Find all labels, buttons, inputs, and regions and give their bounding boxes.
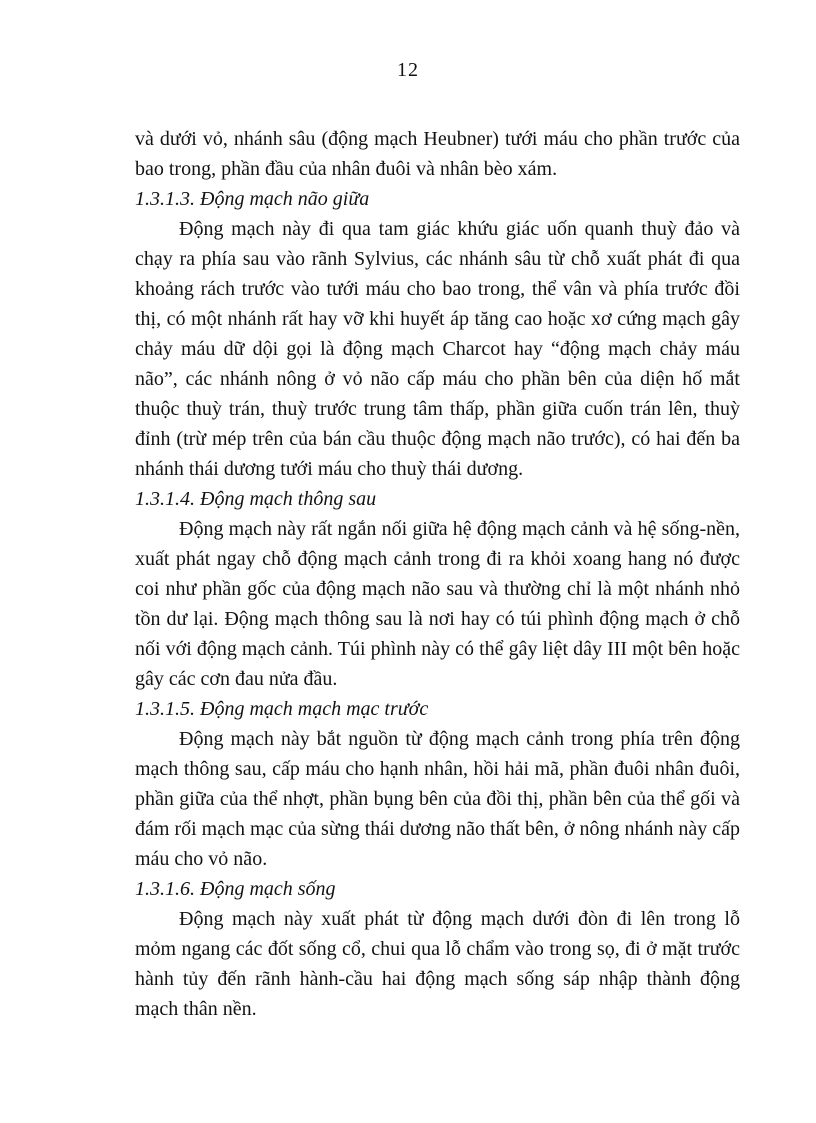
section-heading: 1.3.1.4. Động mạch thông sau xyxy=(135,488,377,510)
page-body xyxy=(135,124,740,1024)
section-heading: 1.3.1.6. Động mạch sống xyxy=(135,878,336,900)
body-paragraph: Động mạch này xuất phát từ động mạch dưới đòn đi lên trong lỗ mỏm ngang các đốt sống cổ, chui qua lỗ chẩm vào trong sọ, đi ở mặt trước hành tủy đến rãnh hành-cầu hai động mạch sống sáp nhập thành động mạch thân nền. xyxy=(135,908,740,1020)
section-heading: 1.3.1.5. Động mạch mạch mạc trước xyxy=(135,698,429,720)
page-number: 12 xyxy=(397,59,419,81)
section-heading: 1.3.1.3. Động mạch não giữa xyxy=(135,188,370,210)
body-paragraph: Động mạch này bắt nguồn từ động mạch cảnh trong phía trên động mạch thông sau, cấp máu cho hạnh nhân, hồi hải mã, phần đuôi nhân đuôi, phần giữa của thể nhợt, phần bụng bên của đồi thị, phần bên của thể gối và đám rối mạch mạc của sừng thái dương não thất bên, ở nông nhánh này cấp máu cho vỏ não. xyxy=(135,728,740,870)
body-paragraph: và dưới vỏ, nhánh sâu (động mạch Heubner) tưới máu cho phần trước của bao trong, phần đầu của nhân đuôi và nhân bèo xám. xyxy=(135,128,740,180)
body-paragraph: Động mạch này đi qua tam giác khứu giác uốn quanh thuỳ đảo và chạy ra phía sau vào rãnh Sylvius, các nhánh sâu từ chỗ xuất phát đi qua khoảng rách trước vào tưới máu cho bao trong, thể vân và phía trước đồi thị, có một nhánh rất hay vỡ khi huyết áp tăng cao hoặc xơ cứng mạch gây chảy máu dữ dội gọi là động mạch Charcot hay “động mạch chảy máu não”, các nhánh nông ở vỏ não cấp máu cho phần bên của diện hố mắt thuộc thuỳ trán, thuỳ trước trung tâm thấp, phần giữa cuốn trán lên, thuỳ đỉnh (trừ mép trên của bán cầu thuộc động mạch não trước), có hai đến ba nhánh thái dương tưới máu cho thuỳ thái dương. xyxy=(135,218,740,480)
body-paragraph: Động mạch này rất ngắn nối giữa hệ động mạch cảnh và hệ sống-nền, xuất phát ngay chỗ động mạch cảnh trong đi ra khỏi xoang hang nó được coi như phần gốc của động mạch não sau và thường chỉ là một nhánh nhỏ tồn dư lại. Động mạch thông sau là nơi hay có túi phình động mạch ở chỗ nối với động mạch cảnh. Túi phình này có thể gây liệt dây III một bên hoặc gây các cơn đau nửa đầu. xyxy=(135,518,740,690)
